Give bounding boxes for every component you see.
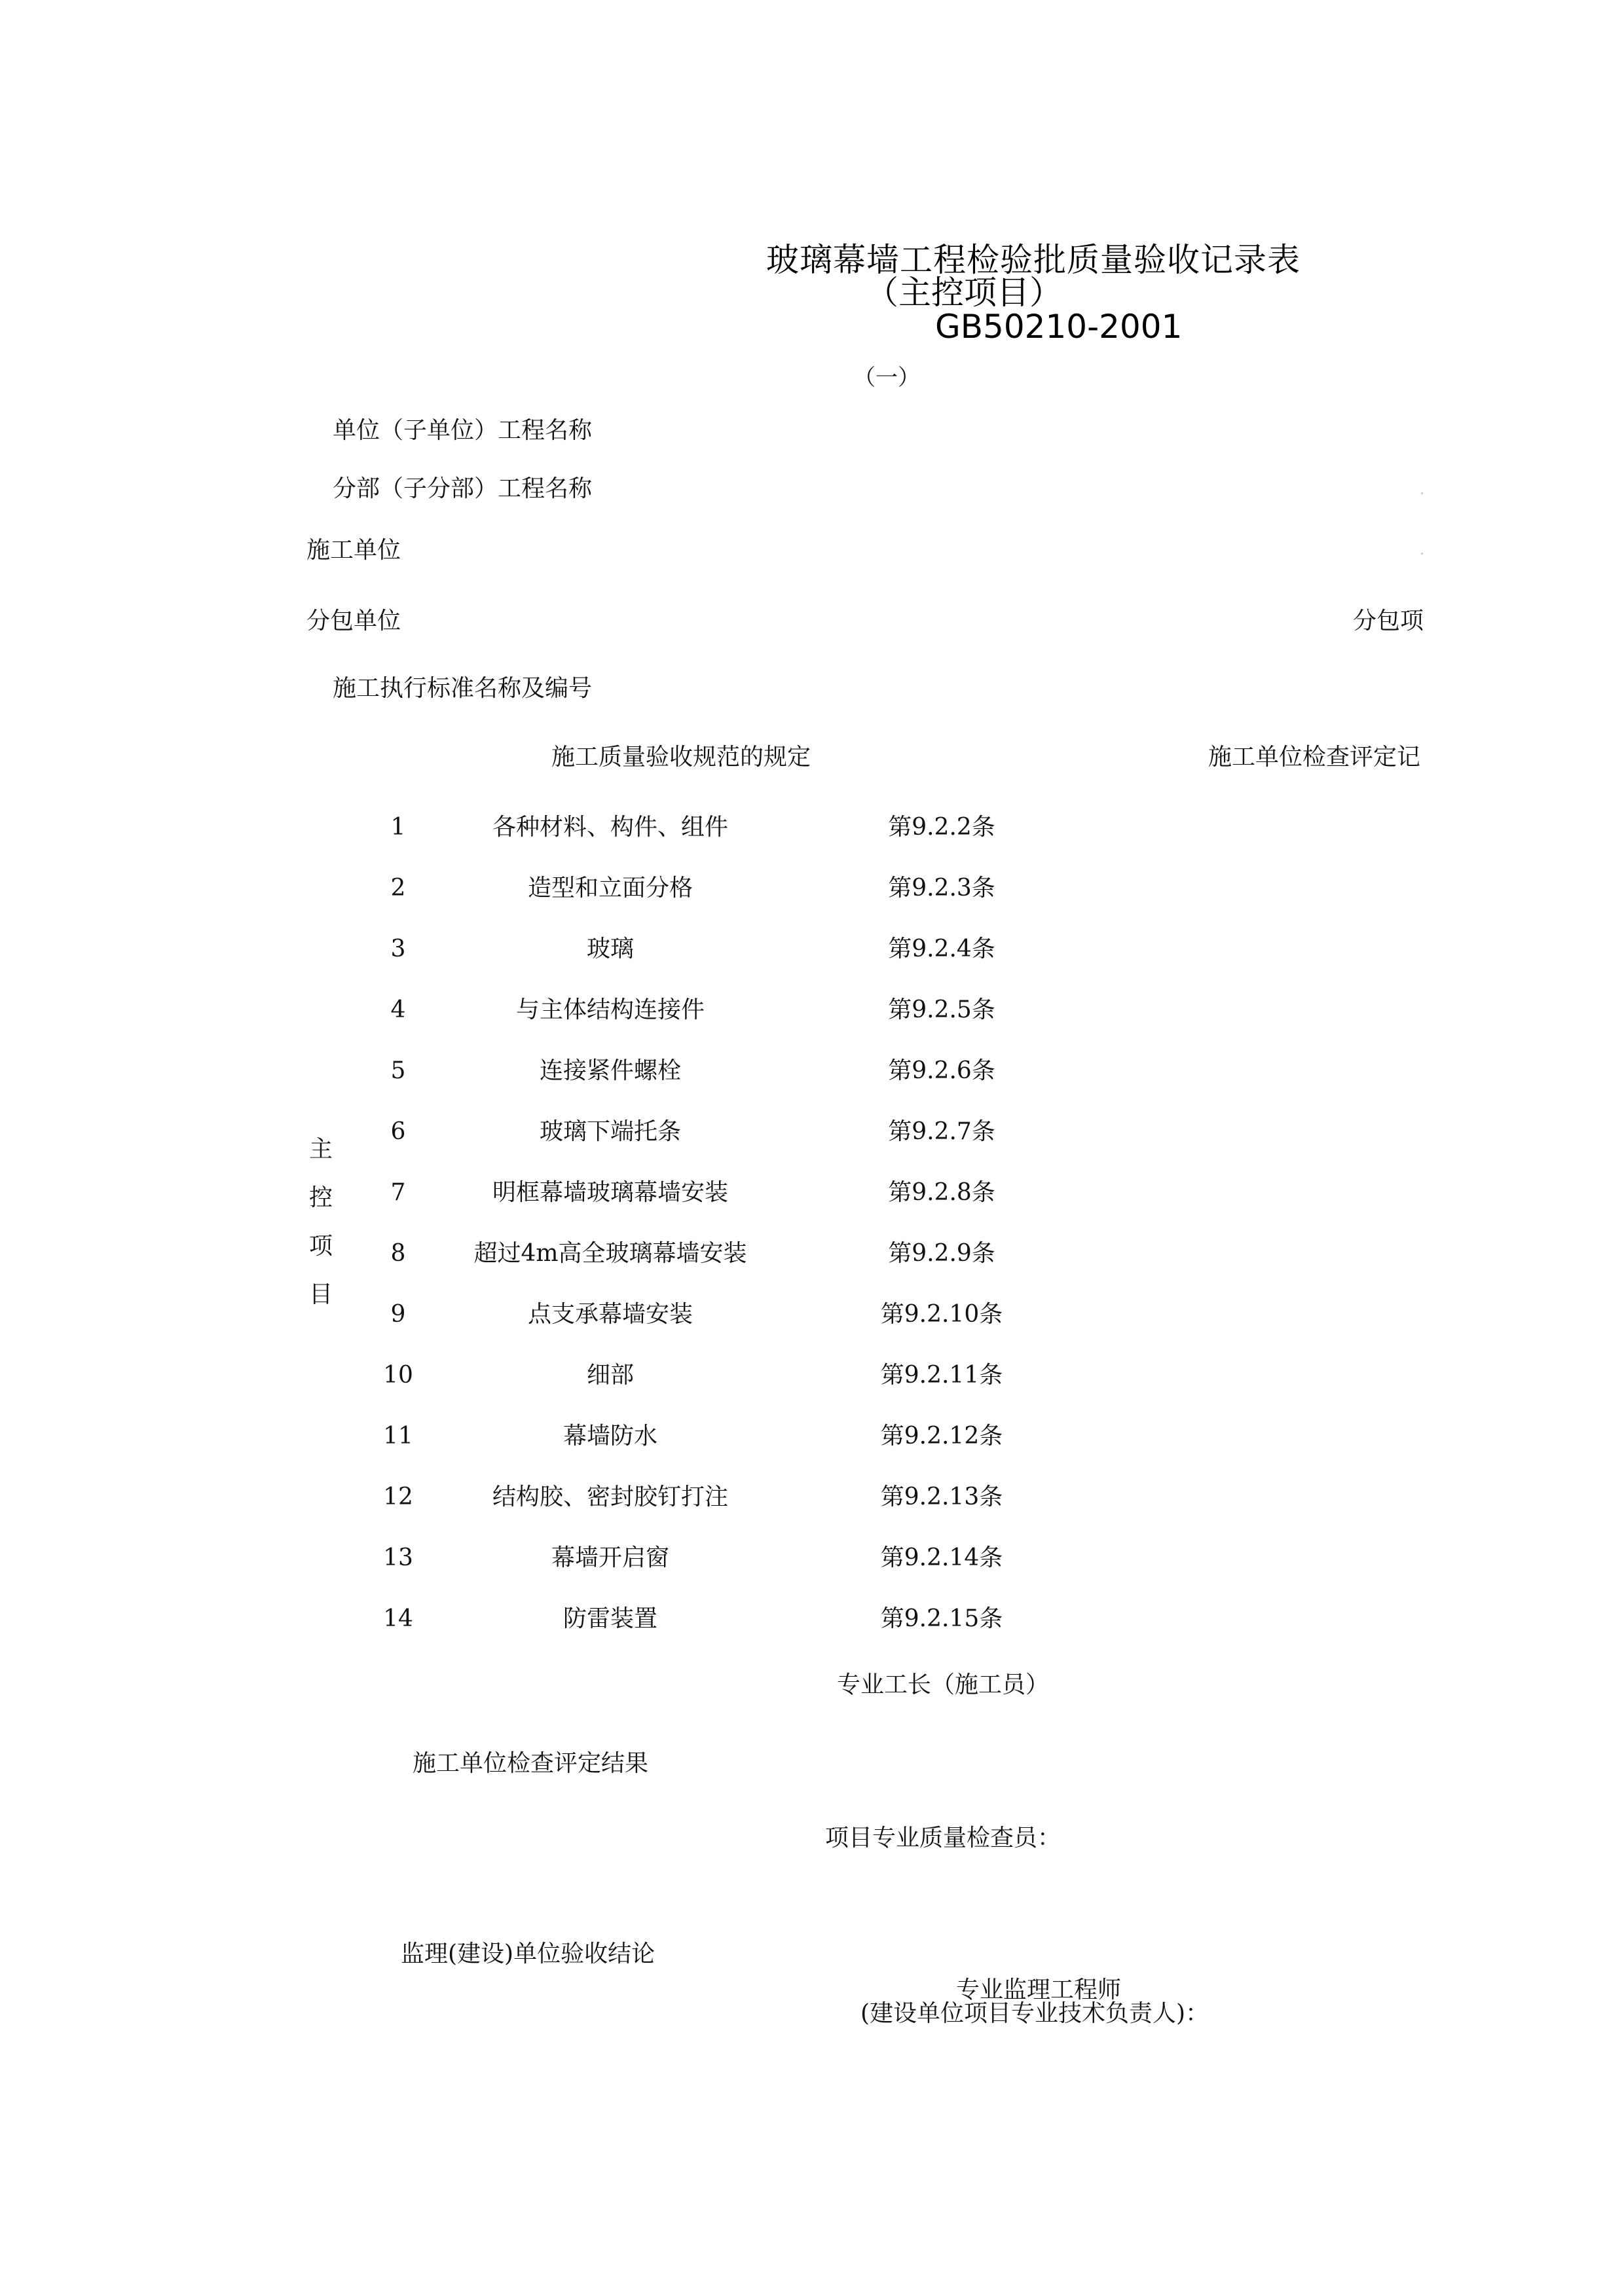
row-item: 防雷装置 [563, 1605, 657, 1632]
row-number: 13 [383, 1544, 413, 1571]
row-item: 细部 [586, 1362, 634, 1389]
row-number: 12 [383, 1484, 413, 1510]
row-number: 1 [390, 814, 406, 841]
owner-rep-label: (建设单位项目专业技术负责人)： [860, 2000, 1209, 2027]
row-number: 5 [390, 1057, 406, 1084]
unit-project-label: 单位（子单位）工程名称 [333, 417, 593, 444]
row-clause: 第9.2.7条 [888, 1118, 995, 1145]
row-item: 点支承幕墙安装 [527, 1301, 693, 1328]
row-clause: 第9.2.9条 [888, 1240, 995, 1267]
engineer-label: 专业监理工程师 [956, 1977, 1122, 2003]
row-item: 玻璃下端托条 [539, 1118, 681, 1145]
row-clause: 第9.2.8条 [888, 1179, 995, 1206]
inspector-label: 项目专业质量检查员： [825, 1825, 1061, 1851]
foreman-label: 专业工长（施工员） [837, 1671, 1050, 1698]
document-subtitle: （主控项目） [866, 274, 1062, 312]
side-label-char: 主 [309, 1136, 333, 1163]
row-number: 7 [390, 1179, 406, 1206]
row-item: 造型和立面分格 [527, 875, 693, 902]
document-title: 玻璃幕墙工程检验批质量验收记录表 [766, 241, 1301, 279]
row-item: 超过4m高全玻璃幕墙安装 [473, 1240, 747, 1267]
standard-label: 施工执行标准名称及编号 [333, 675, 593, 702]
row-number: 3 [390, 936, 406, 962]
row-clause: 第9.2.13条 [880, 1484, 1003, 1510]
side-label-char: 项 [309, 1233, 333, 1260]
row-clause: 第9.2.6条 [888, 1057, 995, 1084]
row-clause: 第9.2.10条 [880, 1301, 1003, 1328]
row-item: 幕墙开启窗 [551, 1544, 669, 1571]
standard-code: GB50210-2001 [935, 308, 1183, 346]
row-clause: 第9.2.15条 [880, 1605, 1003, 1632]
side-label-char: 控 [309, 1184, 333, 1211]
record-header: 施工单位检查评定记 [1208, 744, 1421, 771]
sheet-number: （一） [853, 365, 920, 391]
row-clause: 第9.2.4条 [888, 936, 995, 962]
construction-unit-label: 施工单位 [306, 537, 401, 564]
row-number: 8 [390, 1240, 406, 1267]
row-clause: 第9.2.12条 [880, 1423, 1003, 1449]
row-item: 明框幕墙玻璃幕墙安装 [492, 1179, 728, 1206]
row-number: 4 [390, 996, 406, 1023]
row-item: 与主体结构连接件 [515, 996, 705, 1023]
row-item: 玻璃 [586, 936, 634, 962]
row-clause: 第9.2.5条 [888, 996, 995, 1023]
row-number: 11 [383, 1423, 413, 1449]
row-item: 连接紧件螺栓 [539, 1057, 681, 1084]
row-item: 幕墙防水 [563, 1423, 657, 1449]
row-number: 10 [383, 1362, 413, 1389]
supervision-label: 监理(建设)单位验收结论 [401, 1941, 655, 1967]
row-number: 2 [390, 875, 406, 902]
divider-mark [1421, 492, 1423, 494]
row-number: 14 [383, 1605, 413, 1632]
side-label-char: 目 [309, 1281, 333, 1308]
row-item: 各种材料、构件、组件 [492, 814, 728, 841]
row-number: 6 [390, 1118, 406, 1145]
row-clause: 第9.2.2条 [888, 814, 995, 841]
row-clause: 第9.2.3条 [888, 875, 995, 902]
row-item: 结构胶、密封胶钉打注 [492, 1484, 728, 1510]
subcontract-unit-label: 分包单位 [306, 608, 401, 634]
subcontract-item-label: 分包项 [1353, 608, 1424, 634]
spec-header: 施工质量验收规范的规定 [551, 744, 811, 771]
row-clause: 第9.2.14条 [880, 1544, 1003, 1571]
row-clause: 第9.2.11条 [880, 1362, 1003, 1389]
row-number: 9 [390, 1301, 406, 1328]
result-label: 施工单位检查评定结果 [413, 1750, 649, 1777]
division-project-label: 分部（子分部）工程名称 [333, 475, 593, 502]
divider-mark [1421, 553, 1423, 555]
